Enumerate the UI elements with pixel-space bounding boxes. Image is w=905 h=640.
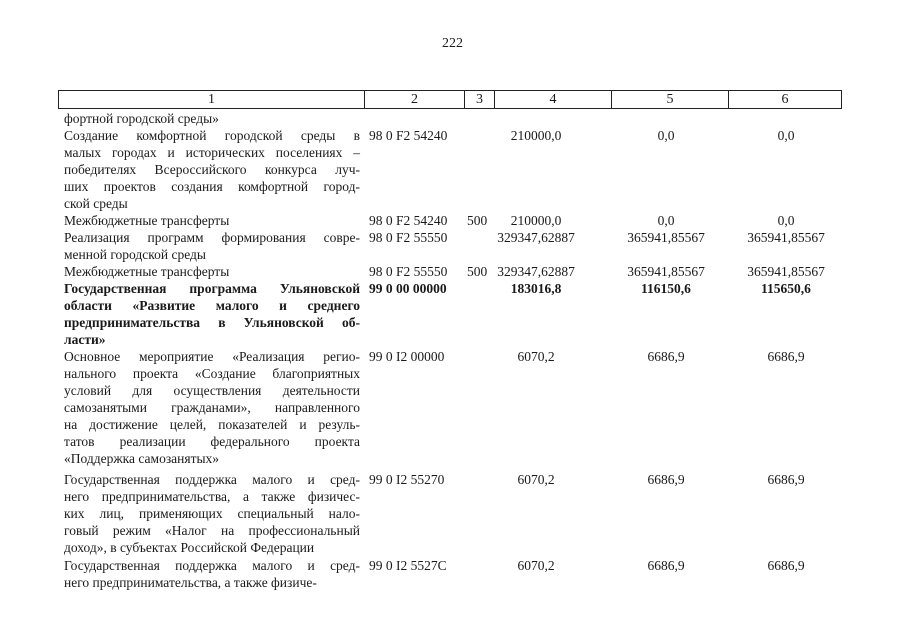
- header-col-5: 5: [611, 91, 728, 108]
- amount-col-6: 115650,6: [761, 281, 811, 296]
- row-name-line: татов реализации федерального проекта: [64, 434, 360, 449]
- row-name-line: области «Развитие малого и среднего: [64, 298, 360, 313]
- row-name-line: ской среды: [64, 196, 128, 211]
- header-col-1: 1: [208, 92, 215, 107]
- row-name: [64, 471, 360, 556]
- row-name-line: Государственная поддержка малого и сред-: [64, 472, 360, 487]
- target-article-code: 98 0 F2 55550: [369, 264, 448, 279]
- row-name-line: малых городах и исторических поселениях –: [64, 145, 360, 160]
- row-name-line: Государственная поддержка малого и сред-: [64, 558, 360, 573]
- header-col-4: 4: [494, 91, 611, 108]
- target-article-code: 99 0 I2 55270: [369, 472, 445, 487]
- amount-col-5: 365941,85567: [627, 264, 705, 279]
- amount-col-6: 6686,9: [767, 558, 805, 573]
- header-col-2: 2: [364, 91, 464, 108]
- row-name: [64, 229, 360, 263]
- row-name-line: на достижение целей, показателей и резуль-: [64, 417, 360, 432]
- row-name: [64, 348, 360, 467]
- row-name-line: Создание комфортной городской среды в: [64, 128, 360, 143]
- row-name-line: условий для осуществления деятельности: [64, 383, 360, 398]
- row-name-line: ших проектов создания комфортной город-: [64, 179, 360, 194]
- row-name-line: Реализация программ формирования совре-: [64, 230, 360, 245]
- amount-col-5: 6686,9: [647, 558, 685, 573]
- amount-col-5: 0,0: [657, 213, 675, 228]
- header-col-3: 3: [464, 91, 494, 108]
- amount-col-5: 6686,9: [647, 472, 685, 487]
- amount-col-4: 329347,62887: [497, 264, 575, 279]
- row-name-line: Государственная программа Ульяновской: [64, 281, 360, 296]
- target-article-code: 98 0 F2 54240: [369, 213, 448, 228]
- amount-col-6: 6686,9: [767, 349, 805, 364]
- row-name-line: него предпринимательства, а также физиче-: [64, 575, 317, 590]
- row-name: [64, 127, 360, 212]
- row-name-line: говый режим «Налог на профессиональный: [64, 523, 360, 538]
- expense-type: 500: [467, 213, 488, 228]
- row-name-line: «Поддержка самозанятых»: [64, 451, 220, 466]
- row-name-line: ласти»: [64, 332, 106, 347]
- row-name: [64, 280, 360, 348]
- amount-col-6: 365941,85567: [747, 230, 825, 245]
- target-article-code: 98 0 F2 55550: [369, 230, 448, 245]
- row-name-line: Основное мероприятие «Реализация регио-: [64, 349, 360, 364]
- amount-col-6: 6686,9: [767, 472, 805, 487]
- target-article-code: 99 0 I2 00000: [369, 349, 445, 364]
- expense-type: 500: [467, 264, 488, 279]
- amount-col-4: 210000,0: [510, 128, 562, 143]
- header-col-6: 6: [728, 91, 841, 108]
- row-name: [64, 110, 360, 127]
- amount-col-4: 6070,2: [517, 558, 555, 573]
- amount-col-4: 183016,8: [510, 281, 562, 296]
- target-article-code: 98 0 F2 54240: [369, 128, 448, 143]
- row-name-line: предпринимательства в Ульяновской об-: [64, 315, 360, 330]
- row-name-line: менной городской среды: [64, 247, 206, 262]
- amount-col-6: 0,0: [777, 128, 795, 143]
- row-name-line: ких лиц, применяющих специальный нало-: [64, 506, 360, 521]
- page-number: 222: [442, 36, 463, 51]
- row-name-line: самозанятыми гражданами», направленного: [64, 400, 360, 415]
- amount-col-4: 210000,0: [510, 213, 562, 228]
- amount-col-5: 0,0: [657, 128, 675, 143]
- amount-col-6: 0,0: [777, 213, 795, 228]
- row-name-line: Межбюджетные трансферты: [64, 213, 230, 228]
- row-name: [64, 212, 360, 229]
- row-name-line: него предпринимательства, а также физичес-: [64, 489, 360, 504]
- row-name-line: фортной городской среды»: [64, 111, 219, 126]
- amount-col-4: 6070,2: [517, 472, 555, 487]
- row-name-line: доход», в субъектах Российской Федерации: [64, 540, 315, 555]
- amount-col-5: 116150,6: [641, 281, 691, 296]
- amount-col-5: 6686,9: [647, 349, 685, 364]
- amount-col-4: 329347,62887: [497, 230, 575, 245]
- amount-col-6: 365941,85567: [747, 264, 825, 279]
- row-name: [64, 557, 360, 591]
- row-name-line: Межбюджетные трансферты: [64, 264, 230, 279]
- target-article-code: 99 0 I2 5527C: [369, 558, 447, 573]
- row-name: [64, 263, 360, 280]
- amount-col-5: 365941,85567: [627, 230, 705, 245]
- amount-col-4: 6070,2: [517, 349, 555, 364]
- target-article-code: 99 0 00 00000: [369, 281, 447, 296]
- row-name-line: победителях Всероссийского конкурса луч-: [64, 162, 360, 177]
- row-name-line: нального проекта «Создание благоприятных: [64, 366, 360, 381]
